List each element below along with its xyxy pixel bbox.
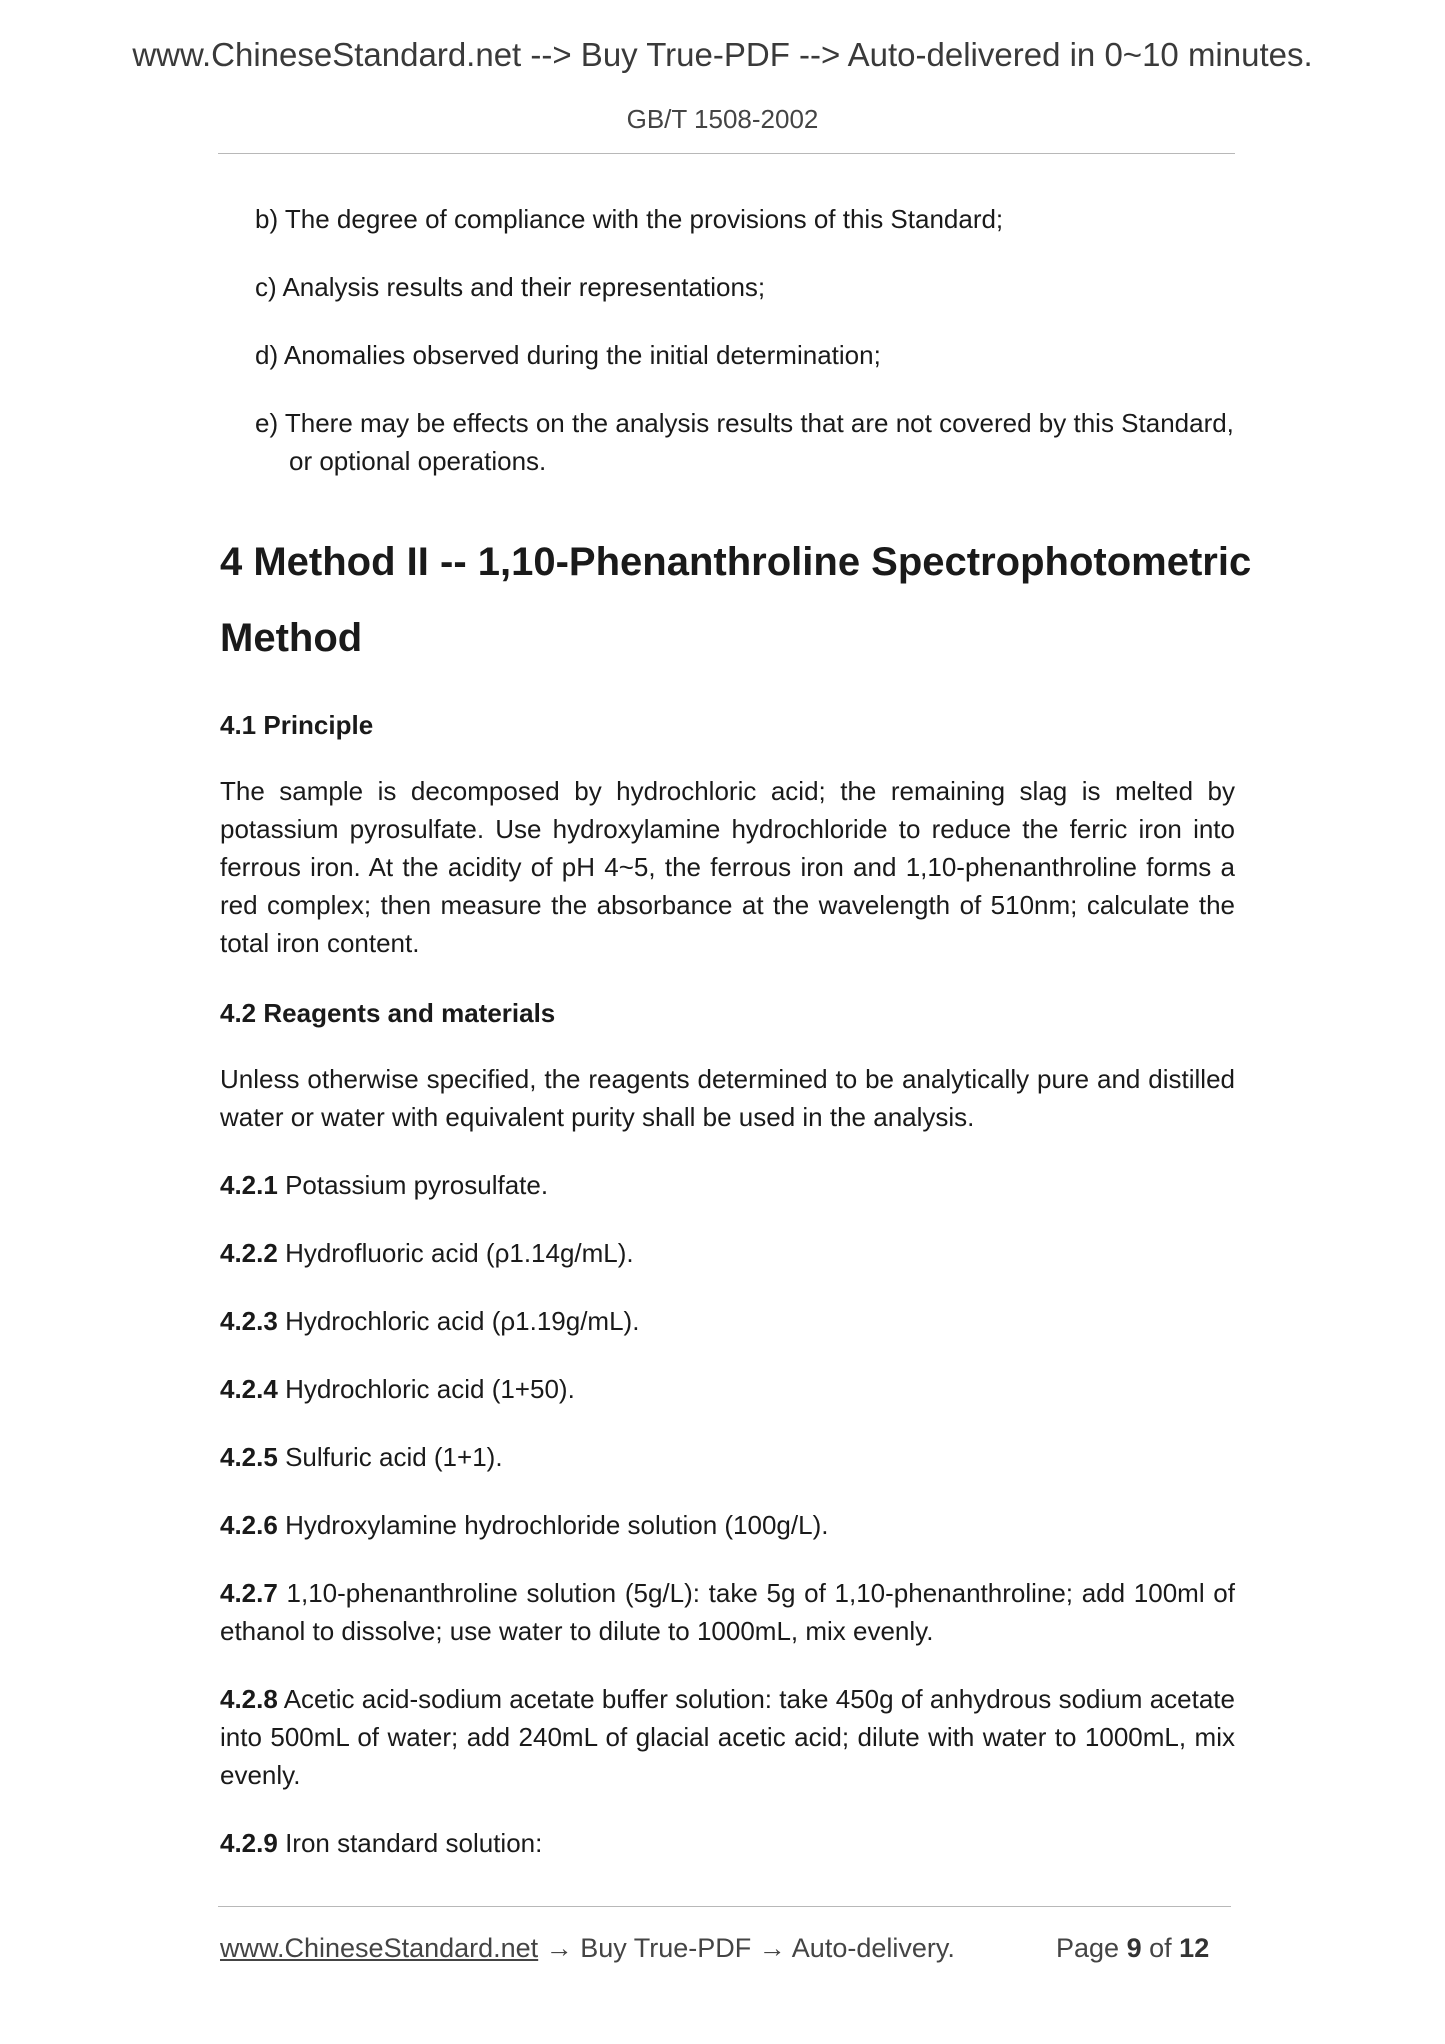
reagent-item: 4.2.5 Sulfuric acid (1+1). [220, 1442, 503, 1472]
site-banner: www.ChineseStandard.net --> Buy True-PDF --> Auto-delivered in 0~10 minutes. [132, 36, 1313, 73]
section-title-continued: Method [220, 616, 363, 660]
delivery-text: Auto-delivery. [791, 1933, 955, 1963]
subsection-heading-principle: 4.1 Principle [220, 710, 374, 740]
list-item: c) Analysis results and their representations; [255, 272, 766, 302]
footer-divider [218, 1906, 1231, 1907]
reagent-item: 4.2.7 1,10-phenanthroline solution (5g/L): take 5g of 1,10-phenanthroline; add 100ml of ethanol to dissolve; use water to dilute to 1000mL, mix evenly. [220, 1578, 1235, 1646]
document-code: GB/T 1508-2002 [626, 104, 819, 134]
subsection-heading-reagents: 4.2 Reagents and materials [220, 998, 556, 1028]
reagent-item: 4.2.1 Potassium pyrosulfate. [220, 1170, 549, 1200]
page-total: 12 [1179, 1933, 1210, 1963]
page-number: 9 [1126, 1933, 1142, 1963]
reagents-intro-paragraph: Unless otherwise specified, the reagents determined to be analytically pure and distilled water or water with equivalent purity shall be used in the analysis. [220, 1064, 1235, 1132]
list-item: b) The degree of compliance with the provisions of this Standard; [255, 204, 1004, 234]
reagent-item: 4.2.6 Hydroxylamine hydrochloride solution (100g/L). [220, 1510, 829, 1540]
page-indicator: Page 9 of 12 [1056, 1933, 1210, 1963]
arrow-icon: → [545, 1933, 573, 1963]
footer-links [220, 1933, 955, 1964]
section-title: 4 Method II -- 1,10-Phenanthroline Spectrophotometric [220, 540, 1252, 584]
reagent-item: 4.2.9 Iron standard solution: [220, 1828, 543, 1858]
site-link[interactable]: www.ChineseStandard.net [220, 1933, 539, 1963]
reagent-item: 4.2.2 Hydrofluoric acid (ρ1.14g/mL). [220, 1238, 634, 1268]
buy-text: Buy True-PDF [580, 1933, 752, 1963]
principle-paragraph: The sample is decomposed by hydrochloric acid; the remaining slag is melted by potassium pyrosulfate. Use hydroxylamine hydrochloride to reduce the ferric iron into ferrous iron. At the acidity of pH 4~5, the ferrous iron and 1,10-phenanthroline forms a red complex; then measure the absorbance at the wavelength of 510nm; calculate the total iron content. [220, 776, 1235, 958]
reagent-item: 4.2.4 Hydrochloric acid (1+50). [220, 1374, 575, 1404]
list-item: d) Anomalies observed during the initial determination; [255, 340, 881, 370]
header-divider [218, 153, 1235, 154]
reagent-item: 4.2.3 Hydrochloric acid (ρ1.19g/mL). [220, 1306, 640, 1336]
list-item: e) There may be effects on the analysis results that are not covered by this Standard, or optional operations. [255, 408, 1234, 476]
reagent-item: 4.2.8 Acetic acid-sodium acetate buffer solution: take 450g of anhydrous sodium acetate into 500mL of water; add 240mL of glacial acetic acid; dilute with water to 1000mL, mix evenly. [220, 1684, 1235, 1790]
arrow-icon: → [758, 1933, 786, 1963]
